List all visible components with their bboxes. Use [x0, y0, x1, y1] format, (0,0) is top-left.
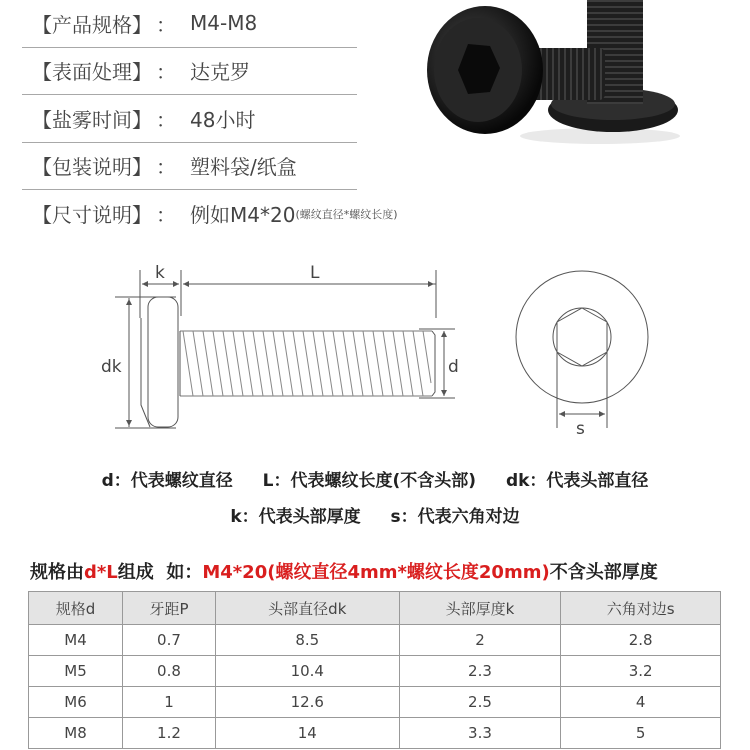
dim-label-L: L	[310, 263, 320, 283]
dim-label-dk: dk	[101, 357, 122, 377]
spec-row-salt-spray	[22, 95, 357, 143]
cell: 1.2	[123, 718, 216, 749]
cell: M5	[29, 656, 123, 687]
legend-d: d：代表螺纹直径	[101, 471, 233, 491]
cell: 12.6	[215, 687, 399, 718]
spec-value: 塑料袋/纸盒	[190, 155, 297, 180]
table-row	[29, 656, 721, 687]
dim-label-d: d	[448, 357, 459, 377]
formula-prefix: 规格由	[30, 562, 84, 583]
legend-k: k：代表头部厚度	[230, 507, 361, 527]
legend-dk: dk：代表头部直径	[505, 471, 649, 491]
spec-row-packaging	[22, 143, 357, 191]
col-header-s: 六角对边s	[561, 592, 721, 625]
cell: 8.5	[215, 625, 399, 656]
legend-s: s：代表六角对边	[390, 507, 520, 527]
cell: 2.8	[561, 625, 721, 656]
cell: 4	[561, 687, 721, 718]
cell: 14	[215, 718, 399, 749]
spec-label: 【产品规格】	[32, 12, 152, 37]
cell: 3.3	[399, 718, 561, 749]
cell: M6	[29, 687, 123, 718]
spec-value: 达克罗	[190, 60, 250, 85]
spec-label: 【盐雾时间】	[32, 107, 152, 132]
cell: M8	[29, 718, 123, 749]
spec-label: 【尺寸说明】	[32, 203, 152, 228]
col-header-d: 规格d	[29, 592, 123, 625]
size-table	[28, 591, 721, 749]
col-header-pitch: 牙距P	[123, 592, 216, 625]
spec-note: (螺纹直径*螺纹长度)	[295, 207, 398, 221]
cell: 2.3	[399, 656, 561, 687]
spec-row-product-spec	[22, 0, 357, 48]
spec-row-size	[22, 190, 398, 238]
cell: 0.7	[123, 625, 216, 656]
spec-list	[22, 0, 398, 238]
cell: 5	[561, 718, 721, 749]
spec-value: M4-M8	[190, 11, 258, 36]
table-row	[29, 718, 721, 749]
formula-dl: d*L	[84, 562, 118, 583]
spec-colon: ：	[156, 155, 176, 180]
dim-label-k: k	[155, 263, 165, 283]
cell: 3.2	[561, 656, 721, 687]
spec-colon: ：	[156, 60, 176, 85]
spec-colon: ：	[156, 203, 176, 228]
spec-value: 例如M4*20	[190, 203, 296, 228]
cell: M4	[29, 625, 123, 656]
spec-colon: ：	[156, 107, 176, 132]
col-header-k: 头部厚度k	[399, 592, 561, 625]
table-row	[29, 625, 721, 656]
spec-label: 【包装说明】	[32, 155, 152, 180]
table-header-row	[29, 592, 721, 625]
spec-value: 48小时	[190, 107, 256, 132]
formula-example: M4*20(螺纹直径4mm*螺纹长度20mm)	[202, 562, 550, 583]
screw-photo-icon	[420, 0, 700, 150]
formula-suffix: 不含头部厚度	[549, 562, 658, 583]
col-header-dk: 头部直径dk	[215, 592, 399, 625]
cell: 0.8	[123, 656, 216, 687]
cell: 10.4	[215, 656, 399, 687]
dim-label-s: s	[576, 419, 585, 439]
formula-middle: 组成 如：	[117, 562, 203, 583]
spec-colon: ：	[156, 12, 176, 37]
cell: 2	[399, 625, 561, 656]
spec-formula	[30, 558, 730, 584]
cell: 2.5	[399, 687, 561, 718]
cell: 1	[123, 687, 216, 718]
legend-line-2	[0, 502, 750, 527]
spec-row-surface-treatment	[22, 48, 357, 96]
legend-line-1	[0, 466, 750, 491]
screw-dimension-diagram	[0, 250, 750, 450]
legend-L: L：代表螺纹长度(不含头部)	[262, 471, 477, 491]
spec-label: 【表面处理】	[32, 60, 152, 85]
table-row	[29, 687, 721, 718]
